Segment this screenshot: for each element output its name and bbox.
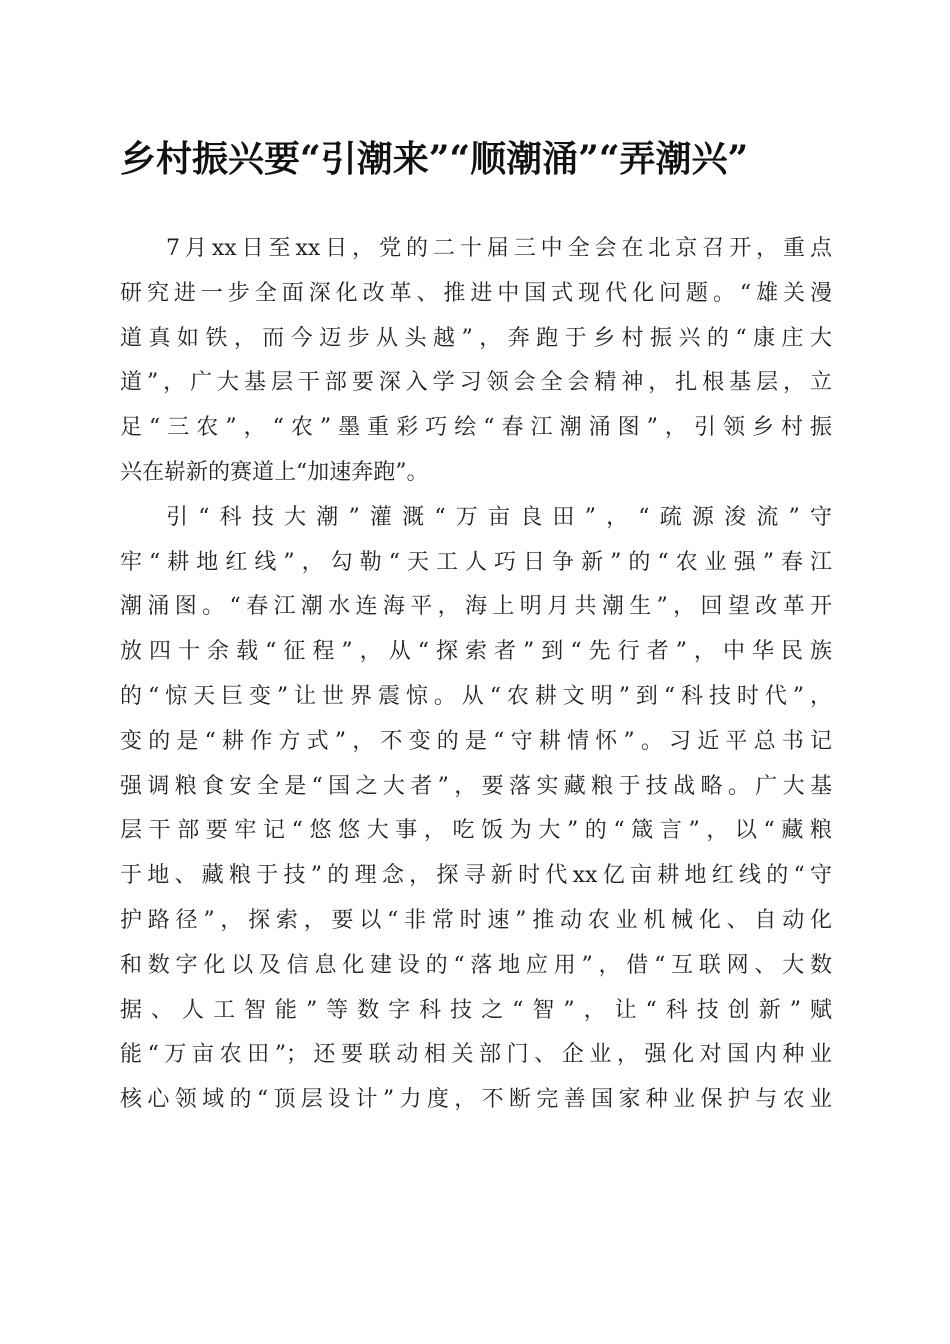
document-title: 乡村振兴要“引潮来”“顺潮涌”“弄潮兴” [120,138,749,180]
text-line: 的“惊天巨变”让世界震惊。从“农耕文明”到“科技时代”， [120,683,832,709]
text-line: 道真如铁，而今迈步从头越”，奔跑于乡村振兴的“康庄大 [120,325,832,351]
text-line: 研究进一步全面深化改革、推进中国式现代化问题。“雄关漫 [120,280,832,306]
text-line: 据、人工智能”等数字科技之“智”，让“科技创新”赋 [120,997,832,1023]
text-line: 于地、藏粮于技”的理念，探寻新时代xx亿亩耕地红线的“守 [120,863,832,889]
text-line: 道”，广大基层干部要深入学习领会全会精神，扎根基层，立 [120,370,832,396]
text-line: 兴在崭新的赛道上“加速奔跑”。 [120,459,429,485]
text-line: 护路径”，探索，要以“非常时速”推动农业机械化、自动化 [120,907,832,933]
text-line: 7月xx日至xx日，党的二十届三中全会在北京召开，重点 [166,236,832,261]
text-line: 牢“耕地红线”，勾勒“天工人巧日争新”的“农业强”春江 [120,549,832,575]
text-line: 核心领域的“顶层设计”力度，不断完善国家种业保护与农业 [120,1087,832,1113]
paragraph [120,496,832,1123]
document-body [120,227,832,1123]
text-line: 引“科技大潮”灌溉“万亩良田”，“疏源浚流”守 [166,504,832,530]
text-line: 强调粮食安全是“国之大者”，要落实藏粮于技战略。广大基 [120,773,832,799]
text-line: 足“三农”，“农”墨重彩巧绘“春江潮涌图”，引领乡村振 [120,415,832,441]
text-line: 潮涌图。“春江潮水连海平，海上明月共潮生”，回望改革开 [120,594,832,620]
text-line: 变的是“耕作方式”，不变的是“守耕情怀”。习近平总书记 [120,728,832,754]
text-line: 层干部要牢记“悠悠大事，吃饭为大”的“箴言”，以“藏粮 [120,818,832,844]
paragraph [120,227,832,496]
text-line: 和数字化以及信息化建设的“落地应用”，借“互联网、大数 [120,952,832,978]
text-line: 能“万亩农田”；还要联动相关部门、企业，强化对国内种业 [120,1042,832,1068]
text-line: 放四十余载“征程”，从“探索者”到“先行者”，中华民族 [120,639,832,665]
